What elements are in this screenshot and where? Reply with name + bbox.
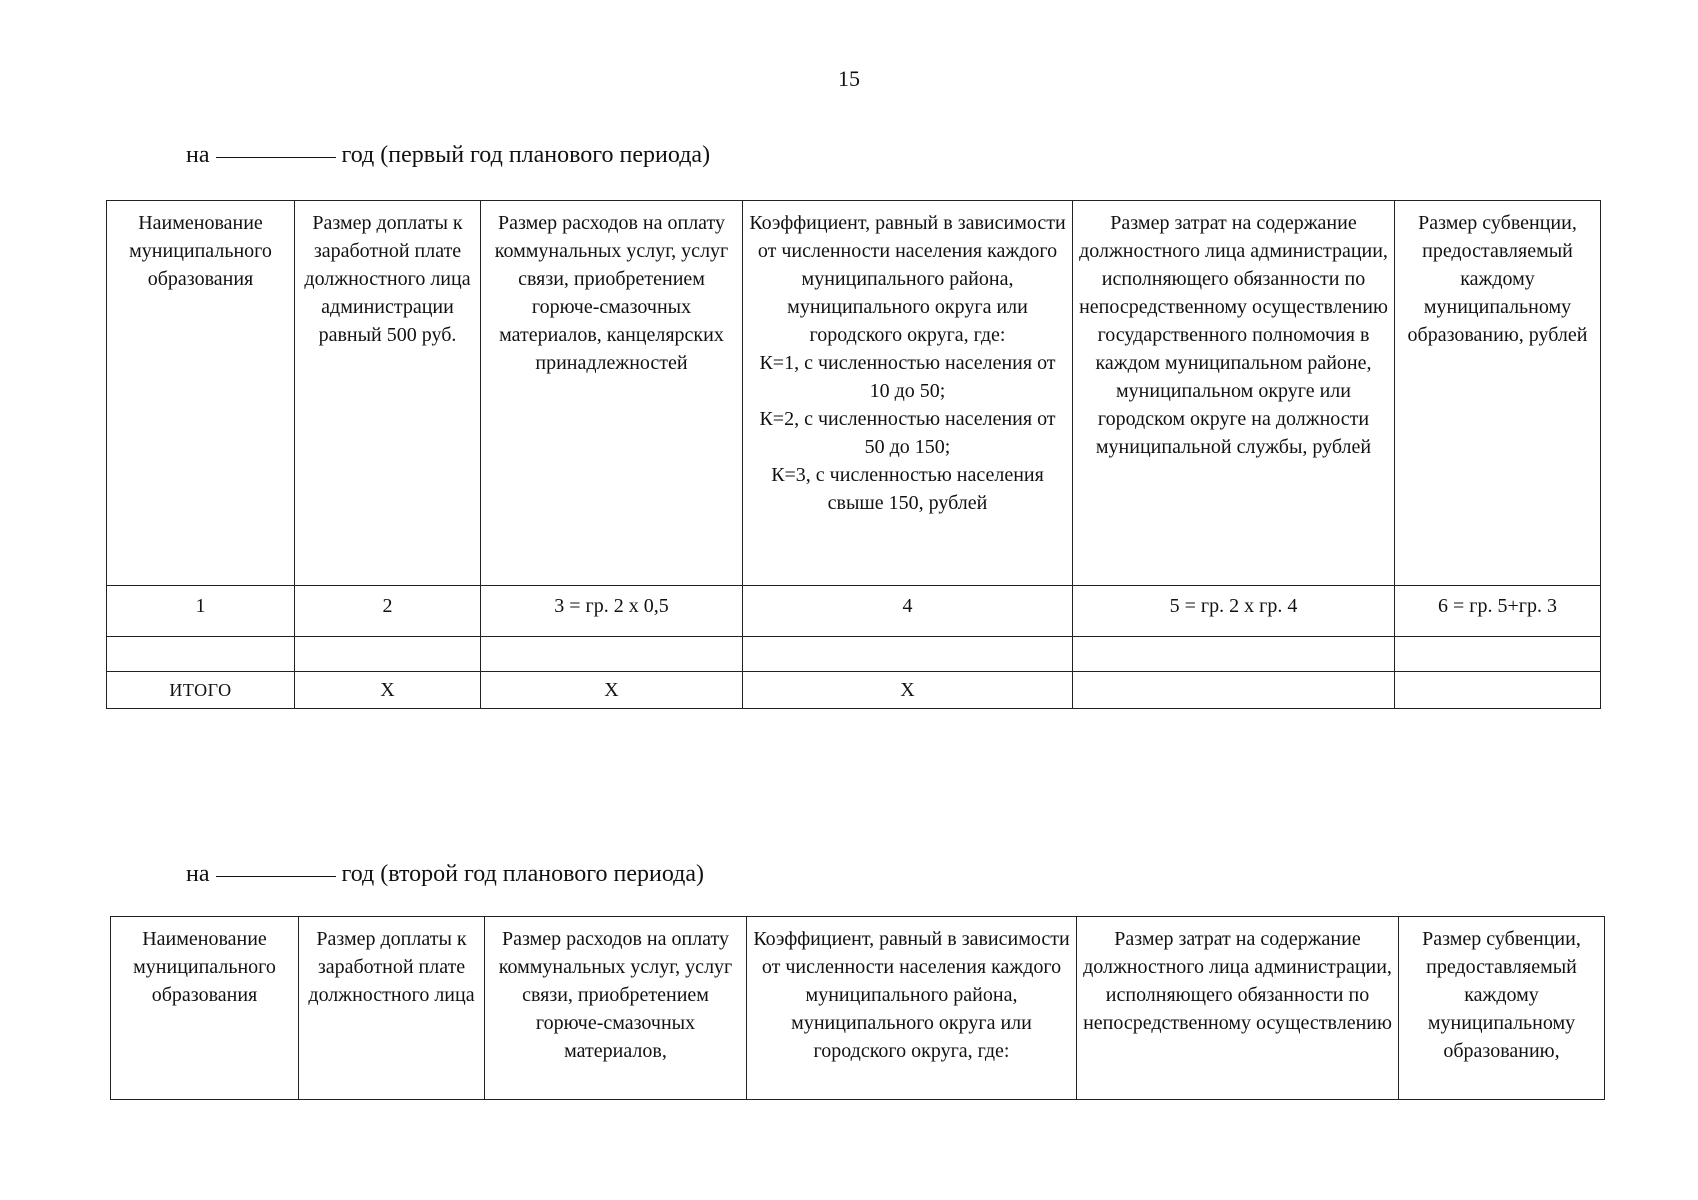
total-cell [1395,672,1601,709]
section-1-title [186,142,710,169]
col-header-official-costs: Размер затрат на содержание должностного лица администрации, исполняющего обязанности по непосредственному осуществлению государственного полномочия в каждом муниципальном районе, муниципальном округе или городском округе на должности муниципальной службы, рублей [1073,201,1395,586]
total-row [107,672,1601,709]
column-number: 1 [107,586,295,637]
col-header-subvention [1399,917,1605,1100]
col-header-coefficient [747,917,1077,1100]
header-text: Размер затрат на содержание должностного лица администрации, исполняющего обязанности по непосредственному осуществлению [1083,928,1392,1034]
col-header-utility-expenses [485,917,747,1100]
year-blank-line [216,157,336,158]
col-header-coefficient: Коэффициент, равный в зависимости от численности населения каждого муниципального района, муниципального округа или городского округа, где: К=1, с численностью населения от 10 до 50; К=2, с численностью населения от 50 до 150; К=3, с численностью населения свыше 150, рублей [743,201,1073,586]
table-cell [481,637,743,672]
table-cell [295,637,481,672]
column-number: 4 [743,586,1073,637]
column-number: 2 [295,586,481,637]
column-number-row [107,586,1601,637]
header-text: Размер субвенции, предоставляемый каждому муниципальному образованию, [1422,928,1581,1062]
header-text: Размер расходов на оплату коммунальных услуг, услуг связи, приобретением горюче-смазочных материалов, [498,928,733,1062]
page-number: 15 [838,66,860,91]
col-header-municipality: Наименование муниципального образования [107,201,295,586]
col-header-municipality [111,917,299,1100]
column-number: 3 = гр. 2 х 0,5 [481,586,743,637]
col-header-subvention: Размер субвенции, предоставляемый каждому муниципальному образованию, рублей [1395,201,1601,586]
header-row [107,201,1601,586]
header-text: Наименование муниципального образования [133,928,276,1006]
total-cell: Х [743,672,1073,709]
table-cell [743,637,1073,672]
col-header-salary-supplement [299,917,485,1100]
total-cell [1073,672,1395,709]
total-cell: Х [481,672,743,709]
section-2-prefix: на [186,861,210,887]
table-row [107,637,1601,672]
col-header-salary-supplement: Размер доплаты к заработной плате должностного лица администрации равный 500 руб. [295,201,481,586]
header-text: Коэффициент, равный в зависимости от численности населения каждого муниципального района, муниципального округа или городского округа, где: [753,928,1070,1062]
header-row [111,917,1605,1100]
header-text: Размер доплаты к заработной плате должностного лица [308,928,475,1006]
section-2-suffix: год (второй год планового периода) [341,861,705,887]
col-header-utility-expenses: Размер расходов на оплату коммунальных услуг, услуг связи, приобретением горюче-смазочных материалов, канцелярских принадлежностей [481,201,743,586]
section-1-prefix: на [186,142,210,168]
subvention-table-year-1 [106,200,1601,709]
column-number: 6 = гр. 5+гр. 3 [1395,586,1601,637]
table-cell [107,637,295,672]
total-cell: Х [295,672,481,709]
subvention-table-year-2 [110,916,1605,1100]
total-label: ИТОГО [107,672,295,709]
col-header-official-costs [1077,917,1399,1100]
section-1-suffix: год (первый год планового периода) [341,142,711,168]
year-blank-line [216,876,336,877]
table-cell [1073,637,1395,672]
section-2-title [186,861,704,888]
column-number: 5 = гр. 2 х гр. 4 [1073,586,1395,637]
table-cell [1395,637,1601,672]
